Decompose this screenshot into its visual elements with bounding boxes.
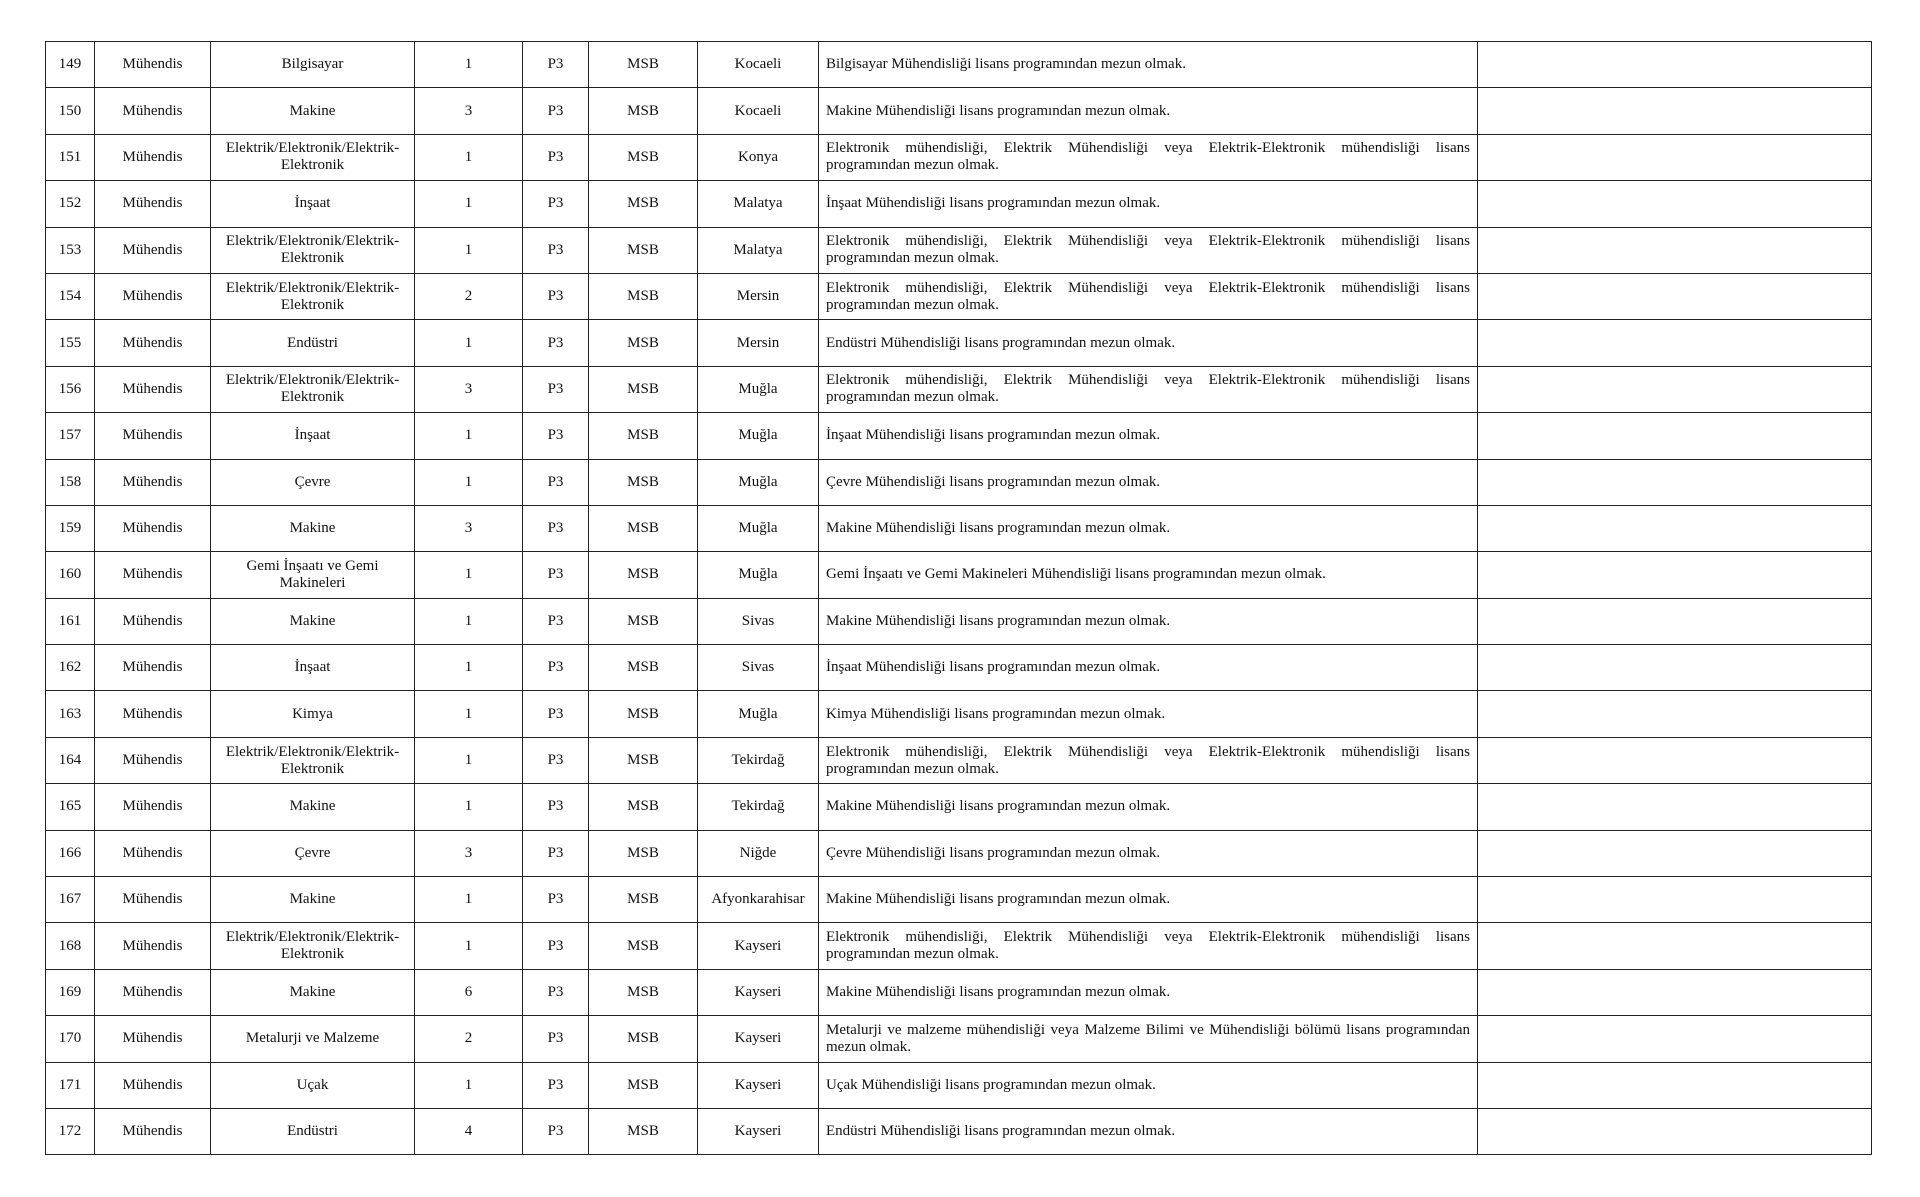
- qualification-cell: Makine Mühendisliği lisans programından mezun olmak.: [819, 88, 1478, 134]
- title-cell: Mühendis: [95, 320, 211, 366]
- notes-cell: [1478, 320, 1872, 366]
- table-row: [46, 320, 1872, 366]
- quota-cell: 2: [415, 1016, 523, 1062]
- row-number-cell: 150: [46, 88, 95, 134]
- table-row: [46, 877, 1872, 923]
- row-number-cell: 152: [46, 181, 95, 227]
- notes-cell: [1478, 1062, 1872, 1108]
- table-row: [46, 691, 1872, 737]
- institution-cell: MSB: [589, 505, 698, 551]
- title-cell: Mühendis: [95, 598, 211, 644]
- city-cell: Malatya: [698, 227, 819, 273]
- title-cell: Mühendis: [95, 784, 211, 830]
- city-cell: Muğla: [698, 552, 819, 598]
- department-cell: Çevre: [211, 830, 415, 876]
- city-cell: Tekirdağ: [698, 784, 819, 830]
- quota-cell: 1: [415, 737, 523, 783]
- quota-cell: 1: [415, 645, 523, 691]
- institution-cell: MSB: [589, 552, 698, 598]
- row-number-cell: 165: [46, 784, 95, 830]
- title-cell: Mühendis: [95, 413, 211, 459]
- department-cell: Makine: [211, 784, 415, 830]
- department-cell: Makine: [211, 877, 415, 923]
- qualification-cell: Elektronik mühendisliği, Elektrik Mühendisliği veya Elektrik-Elektronik mühendisliği lisans programından mezun olmak.: [819, 227, 1478, 273]
- qualification-cell: Elektronik mühendisliği, Elektrik Mühendisliği veya Elektrik-Elektronik mühendisliği lisans programından mezun olmak.: [819, 273, 1478, 319]
- table-row: [46, 88, 1872, 134]
- city-cell: Konya: [698, 134, 819, 180]
- institution-cell: MSB: [589, 366, 698, 412]
- table-row: [46, 227, 1872, 273]
- row-number-cell: 171: [46, 1062, 95, 1108]
- exam-type-cell: P3: [523, 413, 589, 459]
- city-cell: Afyonkarahisar: [698, 877, 819, 923]
- exam-type-cell: P3: [523, 181, 589, 227]
- title-cell: Mühendis: [95, 459, 211, 505]
- exam-type-cell: P3: [523, 505, 589, 551]
- table-body: [46, 42, 1872, 1155]
- table-row: [46, 552, 1872, 598]
- table-row: [46, 273, 1872, 319]
- exam-type-cell: P3: [523, 737, 589, 783]
- qualification-cell: Çevre Mühendisliği lisans programından mezun olmak.: [819, 830, 1478, 876]
- title-cell: Mühendis: [95, 1016, 211, 1062]
- department-cell: Metalurji ve Malzeme: [211, 1016, 415, 1062]
- quota-cell: 1: [415, 227, 523, 273]
- qualification-cell: Bilgisayar Mühendisliği lisans programından mezun olmak.: [819, 42, 1478, 88]
- quota-cell: 1: [415, 42, 523, 88]
- row-number-cell: 161: [46, 598, 95, 644]
- city-cell: Muğla: [698, 691, 819, 737]
- table-row: [46, 830, 1872, 876]
- quota-cell: 1: [415, 877, 523, 923]
- title-cell: Mühendis: [95, 877, 211, 923]
- row-number-cell: 149: [46, 42, 95, 88]
- qualification-cell: Makine Mühendisliği lisans programından mezun olmak.: [819, 969, 1478, 1015]
- department-cell: İnşaat: [211, 181, 415, 227]
- table-row: [46, 1108, 1872, 1154]
- row-number-cell: 160: [46, 552, 95, 598]
- quota-cell: 3: [415, 505, 523, 551]
- row-number-cell: 156: [46, 366, 95, 412]
- title-cell: Mühendis: [95, 88, 211, 134]
- exam-type-cell: P3: [523, 830, 589, 876]
- exam-type-cell: P3: [523, 227, 589, 273]
- institution-cell: MSB: [589, 737, 698, 783]
- department-cell: Elektrik/Elektronik/Elektrik-Elektronik: [211, 134, 415, 180]
- qualification-cell: İnşaat Mühendisliği lisans programından mezun olmak.: [819, 413, 1478, 459]
- qualification-cell: Gemi İnşaatı ve Gemi Makineleri Mühendisliği lisans programından mezun olmak.: [819, 552, 1478, 598]
- title-cell: Mühendis: [95, 1062, 211, 1108]
- department-cell: Elektrik/Elektronik/Elektrik-Elektronik: [211, 273, 415, 319]
- city-cell: Niğde: [698, 830, 819, 876]
- institution-cell: MSB: [589, 598, 698, 644]
- notes-cell: [1478, 88, 1872, 134]
- notes-cell: [1478, 1016, 1872, 1062]
- institution-cell: MSB: [589, 42, 698, 88]
- city-cell: Malatya: [698, 181, 819, 227]
- city-cell: Kocaeli: [698, 42, 819, 88]
- department-cell: Makine: [211, 598, 415, 644]
- table-row: [46, 1016, 1872, 1062]
- row-number-cell: 153: [46, 227, 95, 273]
- quota-cell: 3: [415, 366, 523, 412]
- exam-type-cell: P3: [523, 784, 589, 830]
- department-cell: Endüstri: [211, 1108, 415, 1154]
- institution-cell: MSB: [589, 88, 698, 134]
- notes-cell: [1478, 413, 1872, 459]
- table-row: [46, 505, 1872, 551]
- row-number-cell: 154: [46, 273, 95, 319]
- title-cell: Mühendis: [95, 923, 211, 969]
- exam-type-cell: P3: [523, 598, 589, 644]
- table-row: [46, 598, 1872, 644]
- quota-cell: 1: [415, 598, 523, 644]
- quota-cell: 1: [415, 181, 523, 227]
- institution-cell: MSB: [589, 969, 698, 1015]
- exam-type-cell: P3: [523, 691, 589, 737]
- exam-type-cell: P3: [523, 1108, 589, 1154]
- institution-cell: MSB: [589, 923, 698, 969]
- city-cell: Kayseri: [698, 1016, 819, 1062]
- department-cell: Bilgisayar: [211, 42, 415, 88]
- notes-cell: [1478, 552, 1872, 598]
- notes-cell: [1478, 923, 1872, 969]
- exam-type-cell: P3: [523, 134, 589, 180]
- department-cell: Makine: [211, 88, 415, 134]
- exam-type-cell: P3: [523, 366, 589, 412]
- notes-cell: [1478, 784, 1872, 830]
- exam-type-cell: P3: [523, 969, 589, 1015]
- institution-cell: MSB: [589, 830, 698, 876]
- city-cell: Muğla: [698, 459, 819, 505]
- notes-cell: [1478, 737, 1872, 783]
- positions-table: [45, 41, 1872, 1155]
- department-cell: Elektrik/Elektronik/Elektrik-Elektronik: [211, 923, 415, 969]
- notes-cell: [1478, 877, 1872, 923]
- row-number-cell: 167: [46, 877, 95, 923]
- department-cell: Elektrik/Elektronik/Elektrik-Elektronik: [211, 366, 415, 412]
- title-cell: Mühendis: [95, 227, 211, 273]
- exam-type-cell: P3: [523, 645, 589, 691]
- exam-type-cell: P3: [523, 552, 589, 598]
- title-cell: Mühendis: [95, 273, 211, 319]
- city-cell: Tekirdağ: [698, 737, 819, 783]
- qualification-cell: Kimya Mühendisliği lisans programından mezun olmak.: [819, 691, 1478, 737]
- quota-cell: 3: [415, 830, 523, 876]
- exam-type-cell: P3: [523, 877, 589, 923]
- title-cell: Mühendis: [95, 505, 211, 551]
- notes-cell: [1478, 1108, 1872, 1154]
- quota-cell: 1: [415, 923, 523, 969]
- notes-cell: [1478, 273, 1872, 319]
- notes-cell: [1478, 42, 1872, 88]
- exam-type-cell: P3: [523, 1062, 589, 1108]
- qualification-cell: Elektronik mühendisliği, Elektrik Mühendisliği veya Elektrik-Elektronik mühendisliği lisans programından mezun olmak.: [819, 923, 1478, 969]
- department-cell: Elektrik/Elektronik/Elektrik-Elektronik: [211, 227, 415, 273]
- title-cell: Mühendis: [95, 969, 211, 1015]
- department-cell: Elektrik/Elektronik/Elektrik-Elektronik: [211, 737, 415, 783]
- row-number-cell: 170: [46, 1016, 95, 1062]
- city-cell: Mersin: [698, 320, 819, 366]
- notes-cell: [1478, 181, 1872, 227]
- qualification-cell: Elektronik mühendisliği, Elektrik Mühendisliği veya Elektrik-Elektronik mühendisliği lisans programından mezun olmak.: [819, 737, 1478, 783]
- quota-cell: 1: [415, 552, 523, 598]
- table-row: [46, 645, 1872, 691]
- institution-cell: MSB: [589, 134, 698, 180]
- table-row: [46, 969, 1872, 1015]
- qualification-cell: Makine Mühendisliği lisans programından mezun olmak.: [819, 598, 1478, 644]
- qualification-cell: Makine Mühendisliği lisans programından mezun olmak.: [819, 784, 1478, 830]
- qualification-cell: İnşaat Mühendisliği lisans programından mezun olmak.: [819, 181, 1478, 227]
- institution-cell: MSB: [589, 1108, 698, 1154]
- table-row: [46, 42, 1872, 88]
- qualification-cell: Makine Mühendisliği lisans programından mezun olmak.: [819, 505, 1478, 551]
- row-number-cell: 159: [46, 505, 95, 551]
- row-number-cell: 168: [46, 923, 95, 969]
- title-cell: Mühendis: [95, 830, 211, 876]
- institution-cell: MSB: [589, 459, 698, 505]
- city-cell: Muğla: [698, 505, 819, 551]
- city-cell: Sivas: [698, 645, 819, 691]
- quota-cell: 1: [415, 320, 523, 366]
- table-row: [46, 923, 1872, 969]
- table-row: [46, 459, 1872, 505]
- quota-cell: 1: [415, 1062, 523, 1108]
- row-number-cell: 157: [46, 413, 95, 459]
- row-number-cell: 172: [46, 1108, 95, 1154]
- department-cell: Makine: [211, 969, 415, 1015]
- quota-cell: 6: [415, 969, 523, 1015]
- department-cell: Makine: [211, 505, 415, 551]
- qualification-cell: Elektronik mühendisliği, Elektrik Mühendisliği veya Elektrik-Elektronik mühendisliği lisans programından mezun olmak.: [819, 366, 1478, 412]
- institution-cell: MSB: [589, 413, 698, 459]
- department-cell: İnşaat: [211, 645, 415, 691]
- row-number-cell: 151: [46, 134, 95, 180]
- row-number-cell: 164: [46, 737, 95, 783]
- quota-cell: 1: [415, 134, 523, 180]
- city-cell: Muğla: [698, 366, 819, 412]
- exam-type-cell: P3: [523, 320, 589, 366]
- table-row: [46, 181, 1872, 227]
- institution-cell: MSB: [589, 1062, 698, 1108]
- institution-cell: MSB: [589, 320, 698, 366]
- quota-cell: 2: [415, 273, 523, 319]
- notes-cell: [1478, 459, 1872, 505]
- city-cell: Kayseri: [698, 1062, 819, 1108]
- exam-type-cell: P3: [523, 273, 589, 319]
- notes-cell: [1478, 969, 1872, 1015]
- department-cell: Gemi İnşaatı ve Gemi Makineleri: [211, 552, 415, 598]
- table-row: [46, 366, 1872, 412]
- table-row: [46, 413, 1872, 459]
- notes-cell: [1478, 598, 1872, 644]
- city-cell: Sivas: [698, 598, 819, 644]
- quota-cell: 1: [415, 459, 523, 505]
- row-number-cell: 166: [46, 830, 95, 876]
- notes-cell: [1478, 134, 1872, 180]
- qualification-cell: Uçak Mühendisliği lisans programından mezun olmak.: [819, 1062, 1478, 1108]
- title-cell: Mühendis: [95, 1108, 211, 1154]
- notes-cell: [1478, 227, 1872, 273]
- department-cell: Endüstri: [211, 320, 415, 366]
- quota-cell: 1: [415, 413, 523, 459]
- qualification-cell: Makine Mühendisliği lisans programından mezun olmak.: [819, 877, 1478, 923]
- department-cell: Uçak: [211, 1062, 415, 1108]
- city-cell: Kayseri: [698, 1108, 819, 1154]
- table-row: [46, 784, 1872, 830]
- exam-type-cell: P3: [523, 459, 589, 505]
- exam-type-cell: P3: [523, 1016, 589, 1062]
- title-cell: Mühendis: [95, 645, 211, 691]
- city-cell: Kocaeli: [698, 88, 819, 134]
- quota-cell: 4: [415, 1108, 523, 1154]
- exam-type-cell: P3: [523, 42, 589, 88]
- qualification-cell: İnşaat Mühendisliği lisans programından mezun olmak.: [819, 645, 1478, 691]
- qualification-cell: Endüstri Mühendisliği lisans programından mezun olmak.: [819, 1108, 1478, 1154]
- qualification-cell: Çevre Mühendisliği lisans programından mezun olmak.: [819, 459, 1478, 505]
- department-cell: Çevre: [211, 459, 415, 505]
- title-cell: Mühendis: [95, 366, 211, 412]
- institution-cell: MSB: [589, 691, 698, 737]
- notes-cell: [1478, 366, 1872, 412]
- quota-cell: 3: [415, 88, 523, 134]
- city-cell: Muğla: [698, 413, 819, 459]
- row-number-cell: 163: [46, 691, 95, 737]
- row-number-cell: 169: [46, 969, 95, 1015]
- city-cell: Mersin: [698, 273, 819, 319]
- city-cell: Kayseri: [698, 969, 819, 1015]
- title-cell: Mühendis: [95, 737, 211, 783]
- notes-cell: [1478, 505, 1872, 551]
- table-row: [46, 1062, 1872, 1108]
- department-cell: İnşaat: [211, 413, 415, 459]
- title-cell: Mühendis: [95, 42, 211, 88]
- exam-type-cell: P3: [523, 923, 589, 969]
- institution-cell: MSB: [589, 181, 698, 227]
- title-cell: Mühendis: [95, 134, 211, 180]
- institution-cell: MSB: [589, 877, 698, 923]
- institution-cell: MSB: [589, 645, 698, 691]
- title-cell: Mühendis: [95, 181, 211, 227]
- qualification-cell: Elektronik mühendisliği, Elektrik Mühendisliği veya Elektrik-Elektronik mühendisliği lisans programından mezun olmak.: [819, 134, 1478, 180]
- exam-type-cell: P3: [523, 88, 589, 134]
- row-number-cell: 162: [46, 645, 95, 691]
- quota-cell: 1: [415, 784, 523, 830]
- table-row: [46, 134, 1872, 180]
- table-row: [46, 737, 1872, 783]
- city-cell: Kayseri: [698, 923, 819, 969]
- department-cell: Kimya: [211, 691, 415, 737]
- row-number-cell: 158: [46, 459, 95, 505]
- title-cell: Mühendis: [95, 691, 211, 737]
- institution-cell: MSB: [589, 273, 698, 319]
- title-cell: Mühendis: [95, 552, 211, 598]
- notes-cell: [1478, 645, 1872, 691]
- institution-cell: MSB: [589, 227, 698, 273]
- institution-cell: MSB: [589, 784, 698, 830]
- row-number-cell: 155: [46, 320, 95, 366]
- notes-cell: [1478, 830, 1872, 876]
- quota-cell: 1: [415, 691, 523, 737]
- qualification-cell: Endüstri Mühendisliği lisans programından mezun olmak.: [819, 320, 1478, 366]
- qualification-cell: Metalurji ve malzeme mühendisliği veya Malzeme Bilimi ve Mühendisliği bölümü lisans programından mezun olmak.: [819, 1016, 1478, 1062]
- notes-cell: [1478, 691, 1872, 737]
- institution-cell: MSB: [589, 1016, 698, 1062]
